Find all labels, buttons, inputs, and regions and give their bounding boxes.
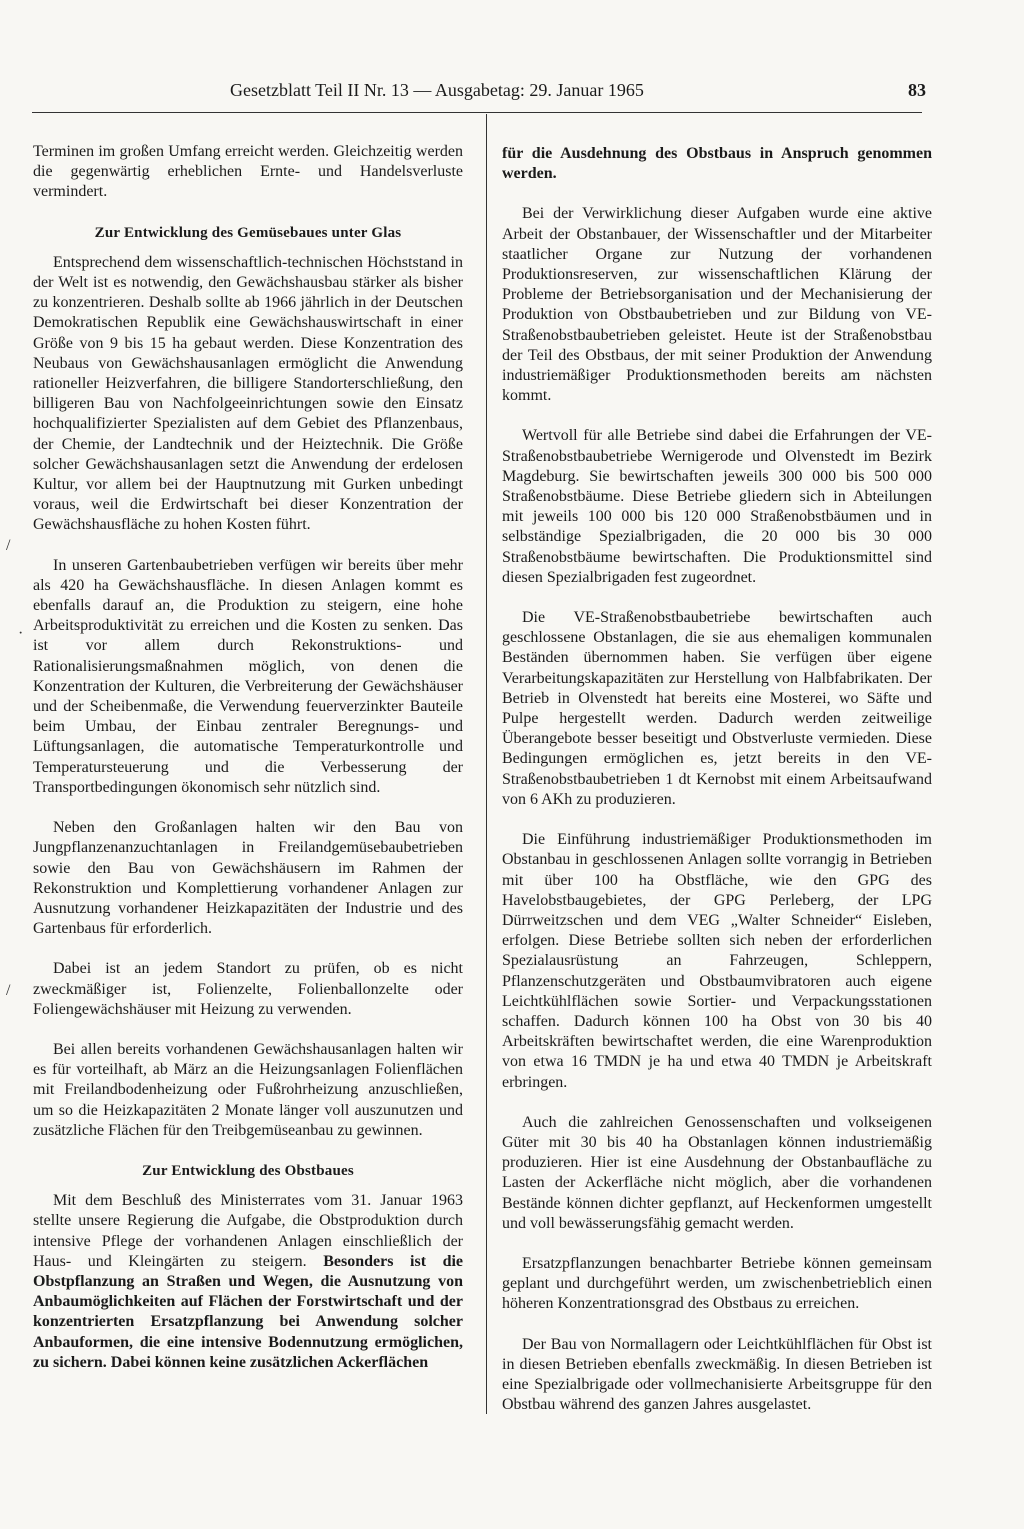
paragraph-text: Mit dem Beschluß des Ministerrates vom 31. Januar 1963 stellte unsere Regierung die Aufgabe, die Obstproduktion durch intensive Pflege der vorhandenen Anlagen einschließlich der Haus- und Kleingärten zu steigern. [33,1192,463,1270]
paragraph [33,1191,463,1373]
paragraph: Entsprechend dem wissenschaftlich-technischen Höchststand in der Welt ist es notwendig, den Gewächshausbau stärker als bisher zu konzentrieren. Deshalb sollte ab 1966 jährlich in der Deutschen Demokratischen Republik eine Gewächshauswirtschaft in einer Größe von 9 bis 15 ha gebaut werden. Diese Konzentration des Neubaus von Gewächshausanlagen ermöglicht die Anwendung rationeller Heizverfahren, die billigere Standorterschließung, den billigeren Bau von Nachfolgeeinrichtungen sowie den Einsatz hochqualifizierter Spezialisten auf dem Gebiet des Pflanzenbaus, der Chemie, der Landtechnik und der Heiztechnik. Die Größe solcher Gewächshausanlagen setzt die Anwendung der erdelosen Kultur, vor allem bei der Hauptnutzung mit Gurken unbedingt voraus, weil die Erdwirtschaft bei dieser Konzentration der Gewächshausfläche zu hohen Kosten führt. [33,253,463,534]
paragraph-bold-text: Besonders ist die Obstpflanzung an Straßen und Wegen, die Ausnutzung von Anbaumöglichkeiten auf Flächen der Forstwirtschaft und der konzentrierten Ersatzpflanzung bei Anwendung solcher Anbauformen, die eine intensive Bodennutzung ermöglichen, zu sichern. Dabei können keine zusätzlichen Ackerflächen [33,1252,464,1371]
header-rule [32,112,922,113]
section-heading: Zur Entwicklung des Obstbaues [142,1162,354,1179]
paragraph: In unseren Gartenbaubetrieben verfügen wir bereits über mehr als 420 ha Gewächshausfläche. In diesen Anlagen kommt es ebenfalls darauf an, die Produktion zu steigern, eine hohe Arbeitsproduktivität zu erreichen und die Kosten zu senken. Das ist vor allem durch Rekonstruktions- und Rationalisierungsmaßnahmen möglich, von denen die Konzentration der Kulturen, die Verbreiterung der Gewächshäuser und der Scheibenmaße, die Verwendung feuerverzinkter Bauteile beim Umbau, der Einbau zentraler Beregnungs- und Lüftungsanlagen, die automatische Temperaturkontrolle und Temperatursteuerung und die Verbesserung der Transportbedingungen ökonomisch sehr nützlich sind. [33,556,463,796]
paragraph: Terminen im großen Umfang erreicht werden. Gleichzeitig werden die gegenwärtig erheblichen Ernte- und Handelsverluste vermindert. [33,143,463,201]
paragraph: Auch die zahlreichen Genossenschaften und volkseigenen Güter mit 30 bis 40 ha Obstanlagen können industriemäßig produzieren. Hier ist eine Ausdehnung der Obstanbaufläche zu Lasten der Ackerfläche nicht möglich, aber die vorhandenen Bestände können dichter gepflanzt, auf Heckenformen umgestellt und voll bewässerungsfähig gemacht werden. [502,1113,932,1232]
right-column [502,144,932,1435]
section-heading: Zur Entwicklung des Gemüsebaues unter Glas [94,224,402,241]
paragraph: Die VE-Straßenobstbaubetriebe bewirtschaften auch geschlossene Obstanlagen, die sie aus ehemaligen kommunalen Beständen übernommen haben. Sie verfügen über eigene Verarbeitungskapazitäten zur Herstellung von Halbfabrikaten. Der Betrieb in Olvenstedt hat bereits eine Mosterei, wo Säfte und Pulpe hergestellt werden. Dadurch werden zeitweilige Überangebote besser beseitigt und Obstverluste vermieden. Diese Bedingungen ermöglichen es, jetzt bereits in den VE-Straßenobstbaubetrieben 1 dt Kernobst mit einem Arbeitsaufwand von 6 AKh zu produzieren. [502,609,932,808]
paragraph: Dabei ist an jedem Standort zu prüfen, ob es nicht zweckmäßiger ist, Folienzelte, Folienballonzelte oder Foliengewächshäuser mit Heizung zu verwenden. [33,960,463,1018]
page-number: 83 [908,80,926,100]
header-title: Gesetzblatt Teil II Nr. 13 — Ausgabetag: 29. Januar 1965 [230,80,644,100]
margin-mark: / [6,982,11,999]
paragraph: Wertvoll für alle Betriebe sind dabei die Erfahrungen der VE-Straßenobstbaubetriebe Wernigerode und Olvenstedt im Bezirk Magdeburg. Sie bewirtschaften jeweils 300 000 bis 500 000 Straßenobstbäume. Diese Betriebe gliedern sich in Abteilungen mit jeweils 100 000 bis 120 000 Straßenobstbäumen und in selbständige Spezialbrigaden, die 20 000 bis 30 000 Straßenobstbäume bewirtschaften. Die Produktionsmittel sind diesen Spezialbrigaden fest zugeordnet. [502,427,932,586]
column-divider [486,114,487,1414]
left-column [33,142,463,1393]
paragraph: Der Bau von Normallagern oder Leichtkühlflächen für Obst ist in diesen Betrieben ebenfalls zweckmäßig. In diesen Betrieben ist eine Spezialbrigade oder vollmechanisierte Arbeitsgruppe für den Obstbau während des ganzen Jahres ausgelastet. [502,1335,932,1414]
page-header [230,80,926,106]
paragraph-bold-text: für die Ausdehnung des Obstbaus in Anspruch genommen werden. [502,145,932,183]
paragraph: Die Einführung industriemäßiger Produktionsmethoden im Obstanbau in geschlossenen Anlagen sollte vorrangig in Betrieben mit über 100 ha Obstfläche, wie den GPG des Havelobstbaugebietes, der GPG Perleberg, der LPG Dürrweitzschen und dem VEG „Walter Schneider“ Eisleben, erfolgen. Diese Betriebe sollten sich neben der erforderlichen Spezialausrüstung an Fahrzeugen, Schleppern, Pflanzenschutzgeräten und Obstbaumvibratoren auch eigene Leichtkühlflächen sowie Sortier- und Verpackungsstationen schaffen. Dadurch können 100 ha Obst von 30 bis 40 Arbeitskräften bewirtschaftet werden, die eine Warenproduktion von etwa 16 TMDN je ha und etwa 40 TMDN je Arbeitskraft erbringen. [502,831,932,1091]
paragraph: Neben den Großanlagen halten wir den Bau von Jungpflanzenanzuchtanlagen in Freilandgemüsebaubetrieben sowie den Bau von Gewächshäusern im Rahmen der Rekonstruktion und Komplettierung vorhandener Anlagen zur Ausnutzung vorhandener Heizkapazitäten der Industrie und des Gartenbaus für erforderlich. [33,819,463,938]
paragraph: Bei der Verwirklichung dieser Aufgaben wurde eine aktive Arbeit der Obstanbauer, der Wissenschaftler und der Mitarbeiter staatlicher Organe zur Nutzung der vorhandenen Produktionsreserven, zur wissenschaftlichen Klärung der Probleme der Betriebsorganisation und der Mechanisierung der Produktion von Obstbaubetrieben und zur Bildung von VE-Straßenobstbaubetrieben geleistet. Heute ist der Straßenobstbau der Teil des Obstbaus, der mit seiner Produktion der Anwendung industriemäßiger Produktionsmethoden bereits am nächsten kommt. [502,205,932,405]
margin-mark: · [18,625,24,642]
paragraph [502,144,932,184]
paragraph: Ersatzpflanzungen benachbarter Betriebe können gemeinsam geplant und durchgeführt werden, um zwischenbetrieblich einen höheren Konzentrationsgrad des Obstbaus zu erreichen. [502,1254,932,1313]
margin-mark: / [6,537,11,554]
paragraph: Bei allen bereits vorhandenen Gewächshausanlagen halten wir es für vorteilhaft, ab März an die Heizungsanlagen Folienflächen mit Freilandbodenheizung oder Fußrohrheizung anzuschließen, um so die Heizkapazitäten 2 Monate länger voll auszunutzen und zusätzliche Flächen für den Treibgemüseanbau zu gewinnen. [33,1040,463,1139]
